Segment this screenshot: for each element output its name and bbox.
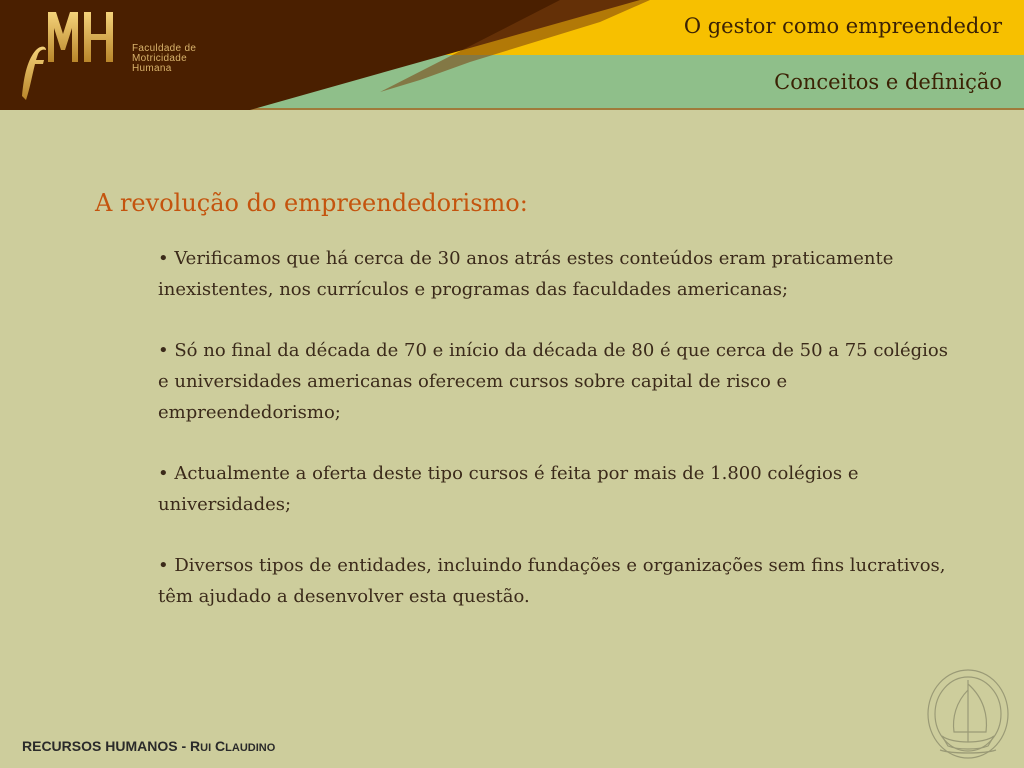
- slide-title: O gestor como empreendedor: [683, 14, 1002, 38]
- bullet-list: [158, 243, 958, 642]
- footer-credit: [22, 738, 275, 754]
- footer-author-initial-last: C: [215, 738, 226, 754]
- list-item: • Só no final da década de 70 e início da década de 80 é que cerca de 50 a 75 colégios e universidades americanas oferecem cursos sobre capital de risco e empreendedorismo;: [158, 340, 949, 423]
- list-item: • Verificamos que há cerca de 30 anos atrás estes conteúdos eram praticamente inexistentes, nos currículos e programas das faculdades americanas;: [158, 248, 894, 300]
- list-item: • Diversos tipos de entidades, incluindo fundações e organizações sem fins lucrativos, têm ajudado a desenvolver esta questão.: [158, 555, 946, 607]
- footer-course: RECURSOS HUMANOS -: [22, 738, 191, 754]
- logo-text: [132, 44, 196, 74]
- logo-line: Faculdade de: [132, 43, 197, 54]
- logo: [8, 4, 268, 104]
- footer-author-last: LAUDINO: [225, 742, 276, 754]
- footer-author-first: UI: [200, 742, 212, 754]
- logo-line: Motricidade: [132, 53, 187, 64]
- slide-subtitle: Conceitos e definição: [774, 70, 1002, 94]
- section-heading: A revolução do empreendedorismo:: [95, 189, 528, 217]
- university-seal-icon: [922, 662, 1014, 762]
- fmh-logo-icon: [8, 4, 128, 104]
- list-item: • Actualmente a oferta deste tipo cursos é feita por mais de 1.800 colégios e universidades;: [158, 463, 859, 515]
- footer-author-initial: R: [190, 738, 201, 754]
- logo-line: Humana: [132, 63, 172, 74]
